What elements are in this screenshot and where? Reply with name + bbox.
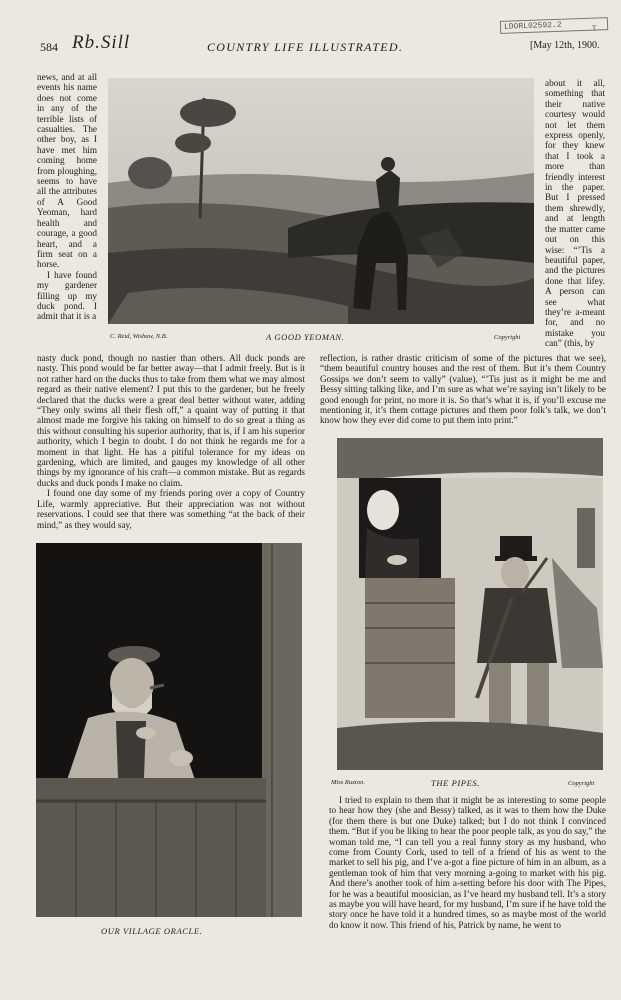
paragraph-criticism: reflection, is rather drastic criticism of some of the pictures that we see), “them beautiful country houses and the rest of them. But it’s them Country Gossips we don’t seem to vally” (value). “’Tis just as it might be me and Bessy sitting talking like, and I’m sure as what we’re saying isn’t likely to be good enough for print, no more it is. So that’s what it is, if you’ll excuse me mentioning it, it’s them cottage pictures and them poor folk’s talk, we don’t know how they ever did come to put them into print.” xyxy=(320,353,606,426)
paragraph-gardener-start: I have found my gardener filling up my duck pond. I admit that it is a xyxy=(37,269,97,322)
photo-the-pipes xyxy=(337,438,603,770)
issue-date: [May 12th, 1900. xyxy=(530,40,600,51)
pipes-cottage-image xyxy=(337,438,603,770)
page-number: 584 xyxy=(40,40,58,54)
oracle-caption: OUR VILLAGE ORACLE. xyxy=(101,926,203,936)
yeoman-caption: A GOOD YEOMAN. xyxy=(266,332,345,342)
paragraph-duck-pond: nasty duck pond, though no nastier than others. All duck ponds are nasty. This pond would be far better away—that I admit freely. But is it not rather hard on the ducks thus to take from them what we may almost regard as their native element? I put this to the gardener, but he freely declared that the ducks were a great deal better without water, adding “They only swims all their flesh off,” a quaint way of putting it that almost made me forgive his taking on himself to do so great a thing as this without consulting his superior authority, that is, if I am his superior authority, which I begin to doubt. I do not think he regards me for a moment in that light. He has a pitiful tolerance for my ideas on gardening, which are limited, and gauges my knowledge of all other things by my ignorance of his craft—a common mistake. But as regards ducks and duck ponds I make no claim. xyxy=(37,353,305,488)
paragraph-pictures-start: about it all, something that their native courtesy would not let them express openly, for they knew that I took a more than friendly interest in the paper. But I pressed them shrewdly, and at length the matter came out on this wise: “’Tis a beautiful paper, and the pictures done that lifey. A person can see what they’re a-meant for, and no mistake you can” (this, by xyxy=(545,78,605,349)
magazine-title: COUNTRY LIFE ILLUSTRATED. xyxy=(207,40,404,54)
pipes-caption: THE PIPES. xyxy=(431,778,480,788)
stamp-mark-icon: ᵀ xyxy=(592,23,597,37)
pipes-copyright: Copyright xyxy=(568,780,595,787)
paragraph-country-life: I found one day some of my friends poring over a copy of Country Life, warmly appreciative. But their appreciation was not without reservations. I could see that there was something “at the back of their mind,” as they would say, xyxy=(37,488,305,530)
archive-stamp: LDORL02592.2 xyxy=(500,17,608,34)
right-narrow-column xyxy=(545,78,605,349)
yeoman-landscape-image xyxy=(108,78,534,324)
yeoman-copyright: Copyright xyxy=(494,334,521,341)
paragraph-yeoman: news, and at all events his name does not come in any of the terrible lists of casualties. The other boy, as I have met him coming home from ploughing, seems to have all the attributes of A Good Yeoman, hard health and courage, a good heart, and a firm seat on a horse. xyxy=(37,72,97,270)
right-wide-column xyxy=(320,353,606,426)
right-bottom-column xyxy=(329,795,606,930)
yeoman-photo-credit: C. Reid, Wishaw, N.B. xyxy=(110,333,168,340)
paragraph-duke-story: I tried to explain to them that it might be as interesting to some people to hear how they (she and Bessy) talked, as it was to them how the Duke (for them there is but one Duke) talked; but I do not think I convinced them. “But if you be liking to hear the poor people talk, as you do say,” the woman told me, “I can tell you a real funny story as my husband, who come from County Cork, used to tell of a friend of his as went to the market to sell his pig, and I’ve a-got a fine picture of him in an album, as a gentleman took of him that very morning a-going to market with his pig. And there’s another took of him a-setting before his door with The Pipes, for he was a beautiful moosician, as I’ve heard my husband tell. It’s a story as maybe you will have heard, for my husband, I’m sure if he have told the story once he have told it a hundred times, so as maybe most of the world do know it now. This friend of his, Patrick by name, he went to xyxy=(329,795,606,930)
photo-village-oracle xyxy=(36,543,302,917)
handwritten-note: Rb.Sill xyxy=(72,32,131,53)
oracle-man-image xyxy=(36,543,302,917)
left-wide-column xyxy=(37,353,305,530)
left-narrow-column xyxy=(37,72,97,322)
photo-good-yeoman xyxy=(108,78,534,324)
pipes-photo-credit: Miss Ruxton. xyxy=(331,779,365,786)
